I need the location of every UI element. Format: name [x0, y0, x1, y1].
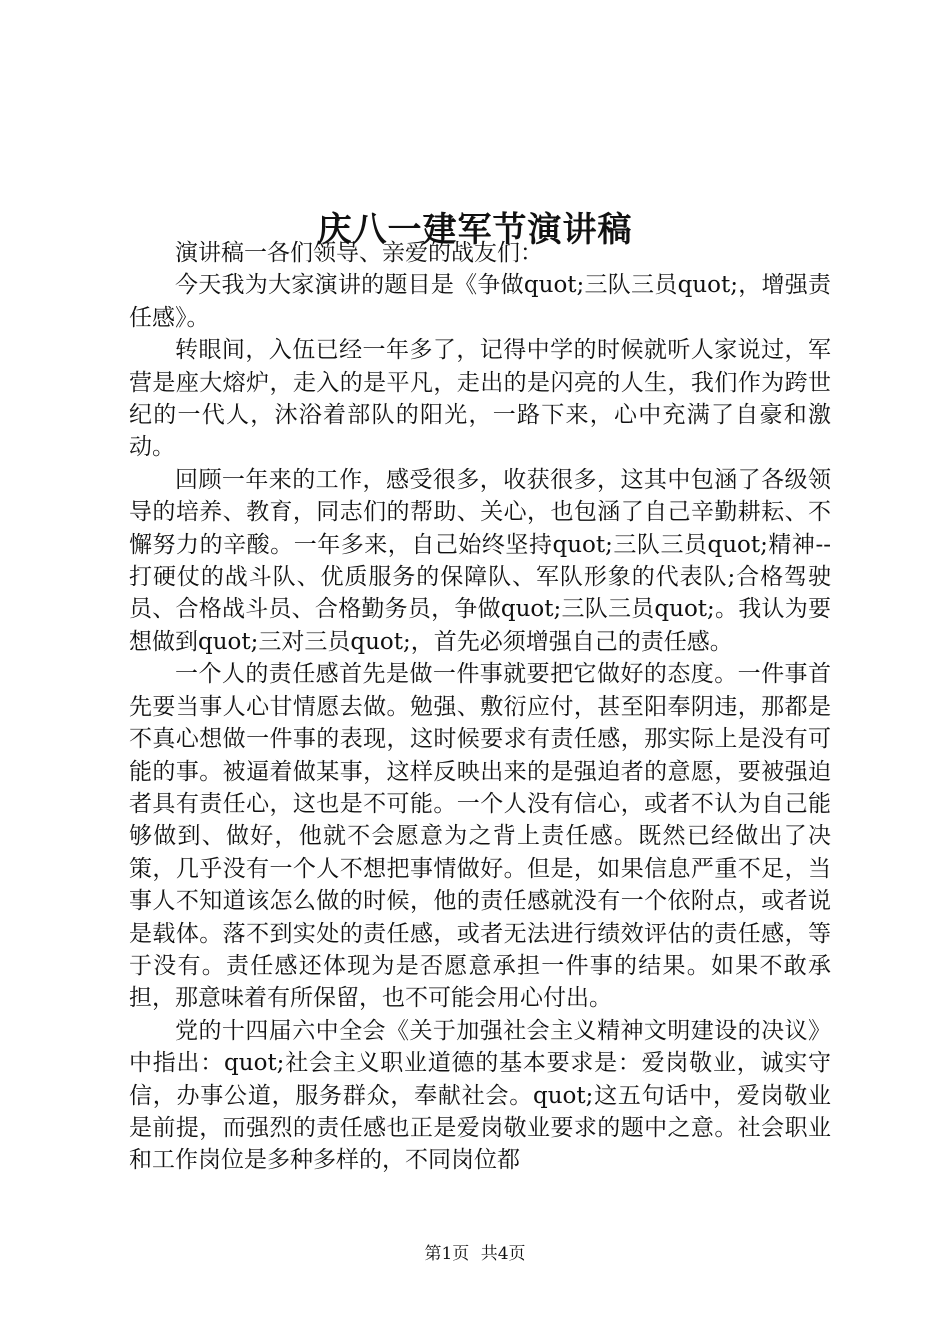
paragraph-enlistment: 转眼间，入伍已经一年多了，记得中学的时候就听人家说过，军营是座大熔炉，走入的是平凡，走出的是闪亮的人生，我们作为跨世纪的一代人，沐浴着部队的阳光，一路下来，心中充满了自豪和激动。 — [129, 337, 831, 461]
paragraph-greeting: 演讲稿一各们领导、亲爱的战友们： — [175, 240, 543, 266]
paragraph-review: 回顾一年来的工作，感受很多，收获很多，这其中包涵了各级领导的培养、教育，同志们的帮助、关心，也包涵了自己辛勤耕耘、不懈努力的辛酸。一年多来，自己始终坚持quot;三队三员quot;精神--打硬仗的战斗队、优质服务的保障队、军队形象的代表队;合格驾驶员、合格战斗员、合格勤务员，争做quot;三队三员quot;。我认为要想做到quot;三对三员quot;，首先必须增强自己的责任感。 — [129, 466, 831, 655]
paragraph-topic: 今天我为大家演讲的题目是《争做quot;三队三员quot;，增强责任感》。 — [129, 272, 831, 331]
page-total: 共4页 — [480, 1244, 526, 1264]
page-footer — [0, 1242, 950, 1266]
paragraph-party-resolution: 党的十四届六中全会《关于加强社会主义精神文明建设的决议》中指出：quot;社会主义职业道德的基本要求是：爱岗敬业，诚实守信，办事公道，服务群众，奉献社会。quot;这五句话中，爱岗敬业是前提，而强烈的责任感也正是爱岗敬业要求的题中之意。社会职业和工作岗位是多种多样的，不同岗位都 — [129, 1017, 831, 1174]
document-title: 庆八一建军节演讲稿 — [317, 209, 633, 250]
document-body — [129, 237, 831, 1177]
paragraph-responsibility: 一个人的责任感首先是做一件事就要把它做好的态度。一件事首先要当事人心甘情愿去做。勉强、敷衍应付，甚至阳奉阴违，那都是不真心想做一件事的表现，这时候要求有责任感，那实际上是没有可能的事。被逼着做某事，这样反映出来的是强迫者的意愿，要被强迫者具有责任心，这也是不可能。一个人没有信心，或者不认为自己能够做到、做好，他就不会愿意为之背上责任感。既然已经做出了决策，几乎没有一个人不想把事情做好。但是，如果信息严重不足，当事人不知道该怎么做的时候，他的责任感就没有一个依附点，或者说是载体。落不到实处的责任感，或者无法进行绩效评估的责任感，等于没有。责任感还体现为是否愿意承担一件事的结果。如果不敢承担，那意味着有所保留，也不可能会用心付出。 — [129, 661, 831, 1012]
page-number: 第1页 — [424, 1244, 470, 1264]
